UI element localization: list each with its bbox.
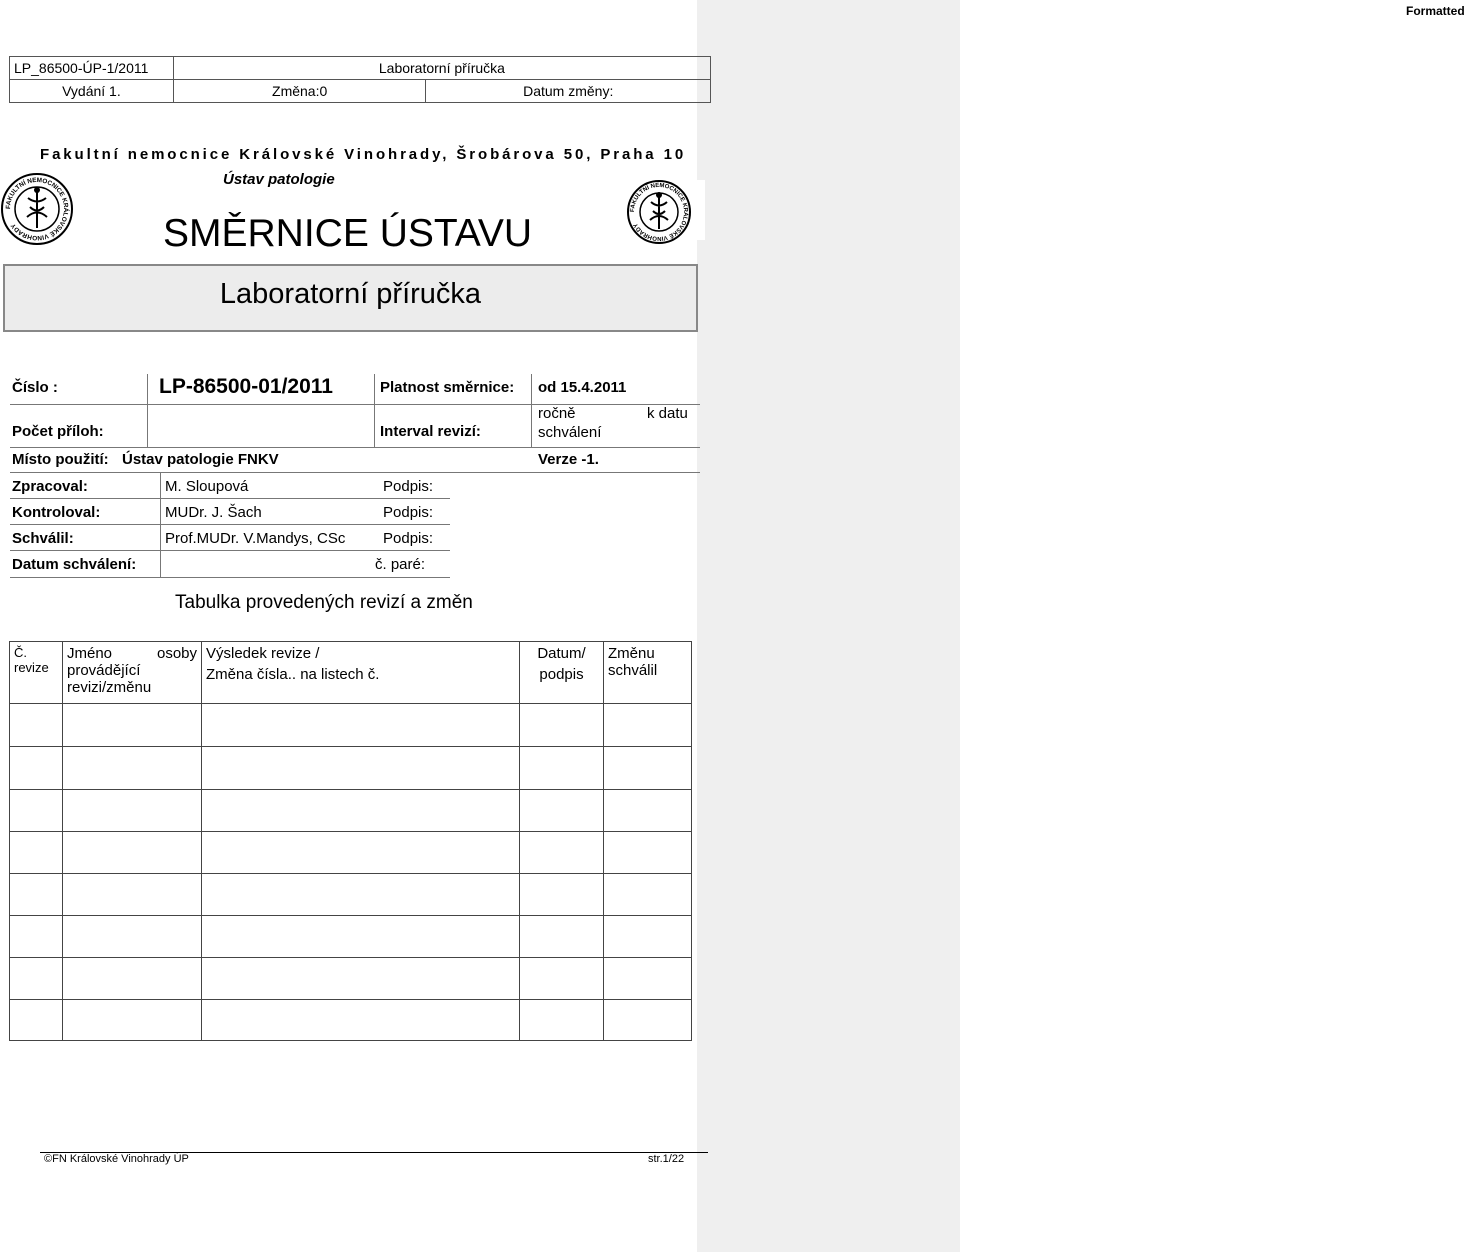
seal-margin-patch: [693, 180, 705, 240]
table-row: [10, 832, 692, 874]
verze: Verze -1.: [538, 451, 599, 468]
change: Změna:0: [173, 80, 426, 103]
cislo-value: LP-86500-01/2011: [159, 375, 333, 398]
department-name: Ústav patologie: [223, 171, 335, 188]
hospital-seal-logo-left: [0, 172, 74, 251]
info-rule: [10, 524, 450, 525]
interval-value-1b: k datu: [647, 405, 688, 422]
interval-value-1a: ročně: [538, 405, 576, 422]
doc-code: LP_86500-ÚP-1/2011: [10, 57, 174, 80]
footer-page-number: str.1/22: [648, 1153, 685, 1165]
info-divider: [531, 374, 532, 448]
comment-margin: [697, 0, 1465, 1252]
podpis-label: Podpis:: [383, 478, 434, 495]
hospital-seal-logo-right: [622, 180, 696, 249]
document-subtitle: Laboratorní příručka: [219, 278, 482, 310]
interval-label: Interval revizí:: [380, 423, 481, 440]
revision-table: [9, 641, 692, 1041]
table-row: [10, 916, 692, 958]
change-date: Datum změny:: [426, 80, 711, 103]
subtitle-box: [3, 264, 698, 332]
revision-table-heading: Tabulka provedených revizí a změn: [175, 592, 473, 613]
document-title: SMĚRNICE ÚSTAVU: [163, 212, 533, 255]
info-rule: [10, 447, 700, 448]
schvalil-label: Schválil:: [12, 530, 74, 547]
pare-label: č. paré:: [375, 556, 426, 573]
hospital-name: Fakultní nemocnice Královské Vinohrady, Šrobárova 50, Praha 10: [40, 146, 687, 163]
col-date: Datum/ podpis: [520, 642, 604, 704]
svg-text:FAKULTNÍ NEMOCNICE KRÁLOVSKÉ V: FAKULTNÍ NEMOCNICE KRÁLOVSKÉ VINOHRADY: [629, 182, 689, 242]
kontroloval-value: MUDr. J. Šach: [165, 504, 262, 521]
doc-name: Laboratorní příručka: [173, 57, 710, 80]
info-divider: [147, 374, 148, 448]
info-divider: [374, 374, 375, 448]
edition: Vydání 1.: [10, 80, 174, 103]
zpracoval-value: M. Sloupová: [165, 478, 249, 495]
table-row: [10, 704, 692, 747]
datum-schvaleni-label: Datum schválení:: [12, 556, 137, 573]
info-rule: [10, 550, 450, 551]
zpracoval-label: Zpracoval:: [12, 478, 88, 495]
kontroloval-label: Kontroloval:: [12, 504, 101, 521]
table-row: [10, 747, 692, 790]
prilohy-label: Počet příloh:: [12, 423, 104, 440]
document-header-table: [9, 56, 711, 103]
misto-value: Ústav patologie FNKV: [122, 451, 279, 468]
col-person: Jméno osoby provádějící revizi/změnu: [63, 642, 202, 704]
table-row: [10, 874, 692, 916]
info-divider: [160, 473, 161, 577]
table-row: [10, 790, 692, 832]
footer-copyright: ©FN Královské Vinohrady ÚP: [44, 1153, 189, 1165]
cislo-label: Číslo :: [12, 379, 58, 396]
svg-text:FAKULTNÍ NEMOCNICE KRÁLOVSKÉ V: FAKULTNÍ NEMOCNICE KRÁLOVSKÉ VINOHRADY: [4, 176, 70, 242]
podpis-label: Podpis:: [383, 504, 434, 521]
table-row: [10, 958, 692, 1000]
margin-heading: Formatted: [1406, 4, 1465, 18]
platnost-value: od 15.4.2011: [538, 379, 627, 396]
col-approved: Změnu schválil: [604, 642, 692, 704]
info-rule: [10, 577, 450, 578]
info-rule: [10, 472, 700, 473]
interval-value-2: schválení: [538, 424, 602, 441]
platnost-label: Platnost směrnice:: [380, 379, 515, 396]
info-rule: [10, 404, 700, 405]
col-revision-number: Č. revize: [10, 642, 63, 704]
misto-label: Místo použití:: [12, 451, 109, 468]
podpis-label: Podpis:: [383, 530, 434, 547]
schvalil-value: Prof.MUDr. V.Mandys, CSc: [165, 530, 346, 547]
col-result: Výsledek revize / Změna čísla.. na listech č.: [202, 642, 520, 704]
info-rule: [10, 498, 450, 499]
table-row: [10, 1000, 692, 1041]
